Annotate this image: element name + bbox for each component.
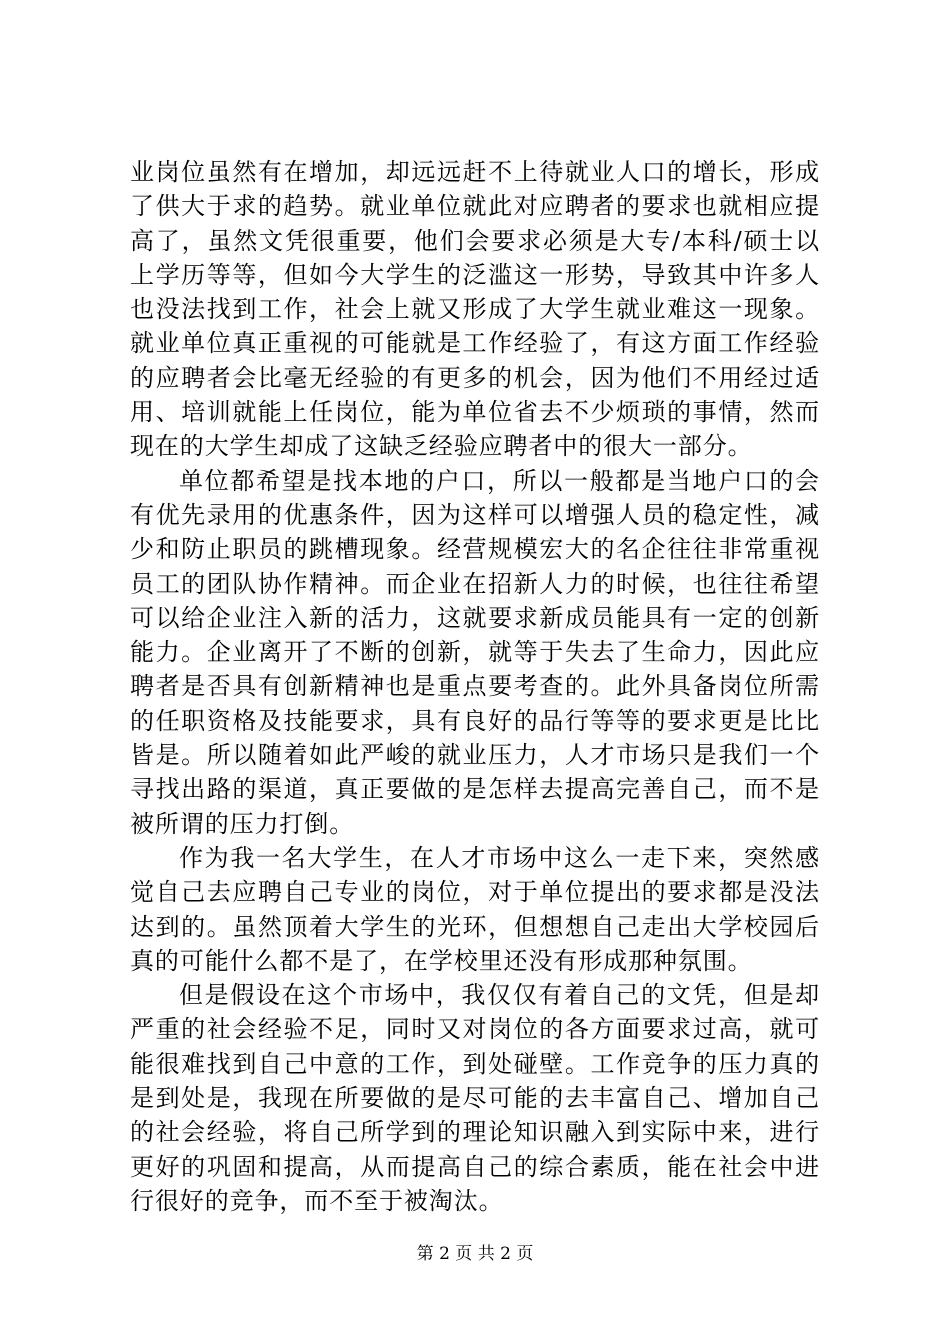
paragraph-1: 业岗位虽然有在增加，却远远赶不上待就业人口的增长，形成了供大于求的趋势。就业单位就此对应聘者的要求也就相应提高了，虽然文凭很重要，他们会要求必须是大专/本科/硕士以上学历等等，但如今大学生的泛滥这一形势，导致其中许多人也没法找到工作，社会上就又形成了大学生就业难这一现象。就业单位真正重视的可能就是工作经验了，有这方面工作经验的应聘者会比毫无经验的有更多的机会，因为他们不用经过适用、培训就能上任岗位，能为单位省去不少烦琐的事情，然而现在的大学生却成了这缺乏经验应聘者中的很大一部分。 [130, 158, 820, 461]
page-footer: 第 2 页 共 2 页 [416, 1244, 534, 1264]
paragraph-2: 单位都希望是找本地的户口，所以一般都是当地户口的会有优先录用的优惠条件，因为这样可以增强人员的稳定性，减少和防止职员的跳槽现象。经营规模宏大的名企往往非常重视员工的团队协作精神。而企业在招新人力的时候，也往往希望可以给企业注入新的活力，这就要求新成员能具有一定的创新能力。企业离开了不断的创新，就等于失去了生命力，因此应聘者是否具有创新精神也是重点要考查的。此外具备岗位所需的任职资格及技能要求，具有良好的品行等等的要求更是比比皆是。所以随着如此严峻的就业压力，人才市场只是我们一个寻找出路的渠道，真正要做的是怎样去提高完善自己，而不是被所谓的压力打倒。 [130, 466, 820, 838]
document-body [130, 155, 820, 1218]
paragraph-3: 作为我一名大学生，在人才市场中这么一走下来，突然感觉自己去应聘自己专业的岗位，对于单位提出的要求都是没法达到的。虽然顶着大学生的光环，但想想自己走出大学校园后真的可能什么都不是了，在学校里还没有形成那种氛围。 [130, 843, 820, 975]
paragraph-4: 但是假设在这个市场中，我仅仅有着自己的文凭，但是却严重的社会经验不足，同时又对岗位的各方面要求过高，就可能很难找到自己中意的工作，到处碰壁。工作竞争的压力真的是到处是，我现在所要做的是尽可能的去丰富自己、增加自己的社会经验，将自己所学到的理论知识融入到实际中来，进行更好的巩固和提高，从而提高自己的综合素质，能在社会中进行很好的竞争，而不至于被淘汰。 [130, 981, 820, 1215]
